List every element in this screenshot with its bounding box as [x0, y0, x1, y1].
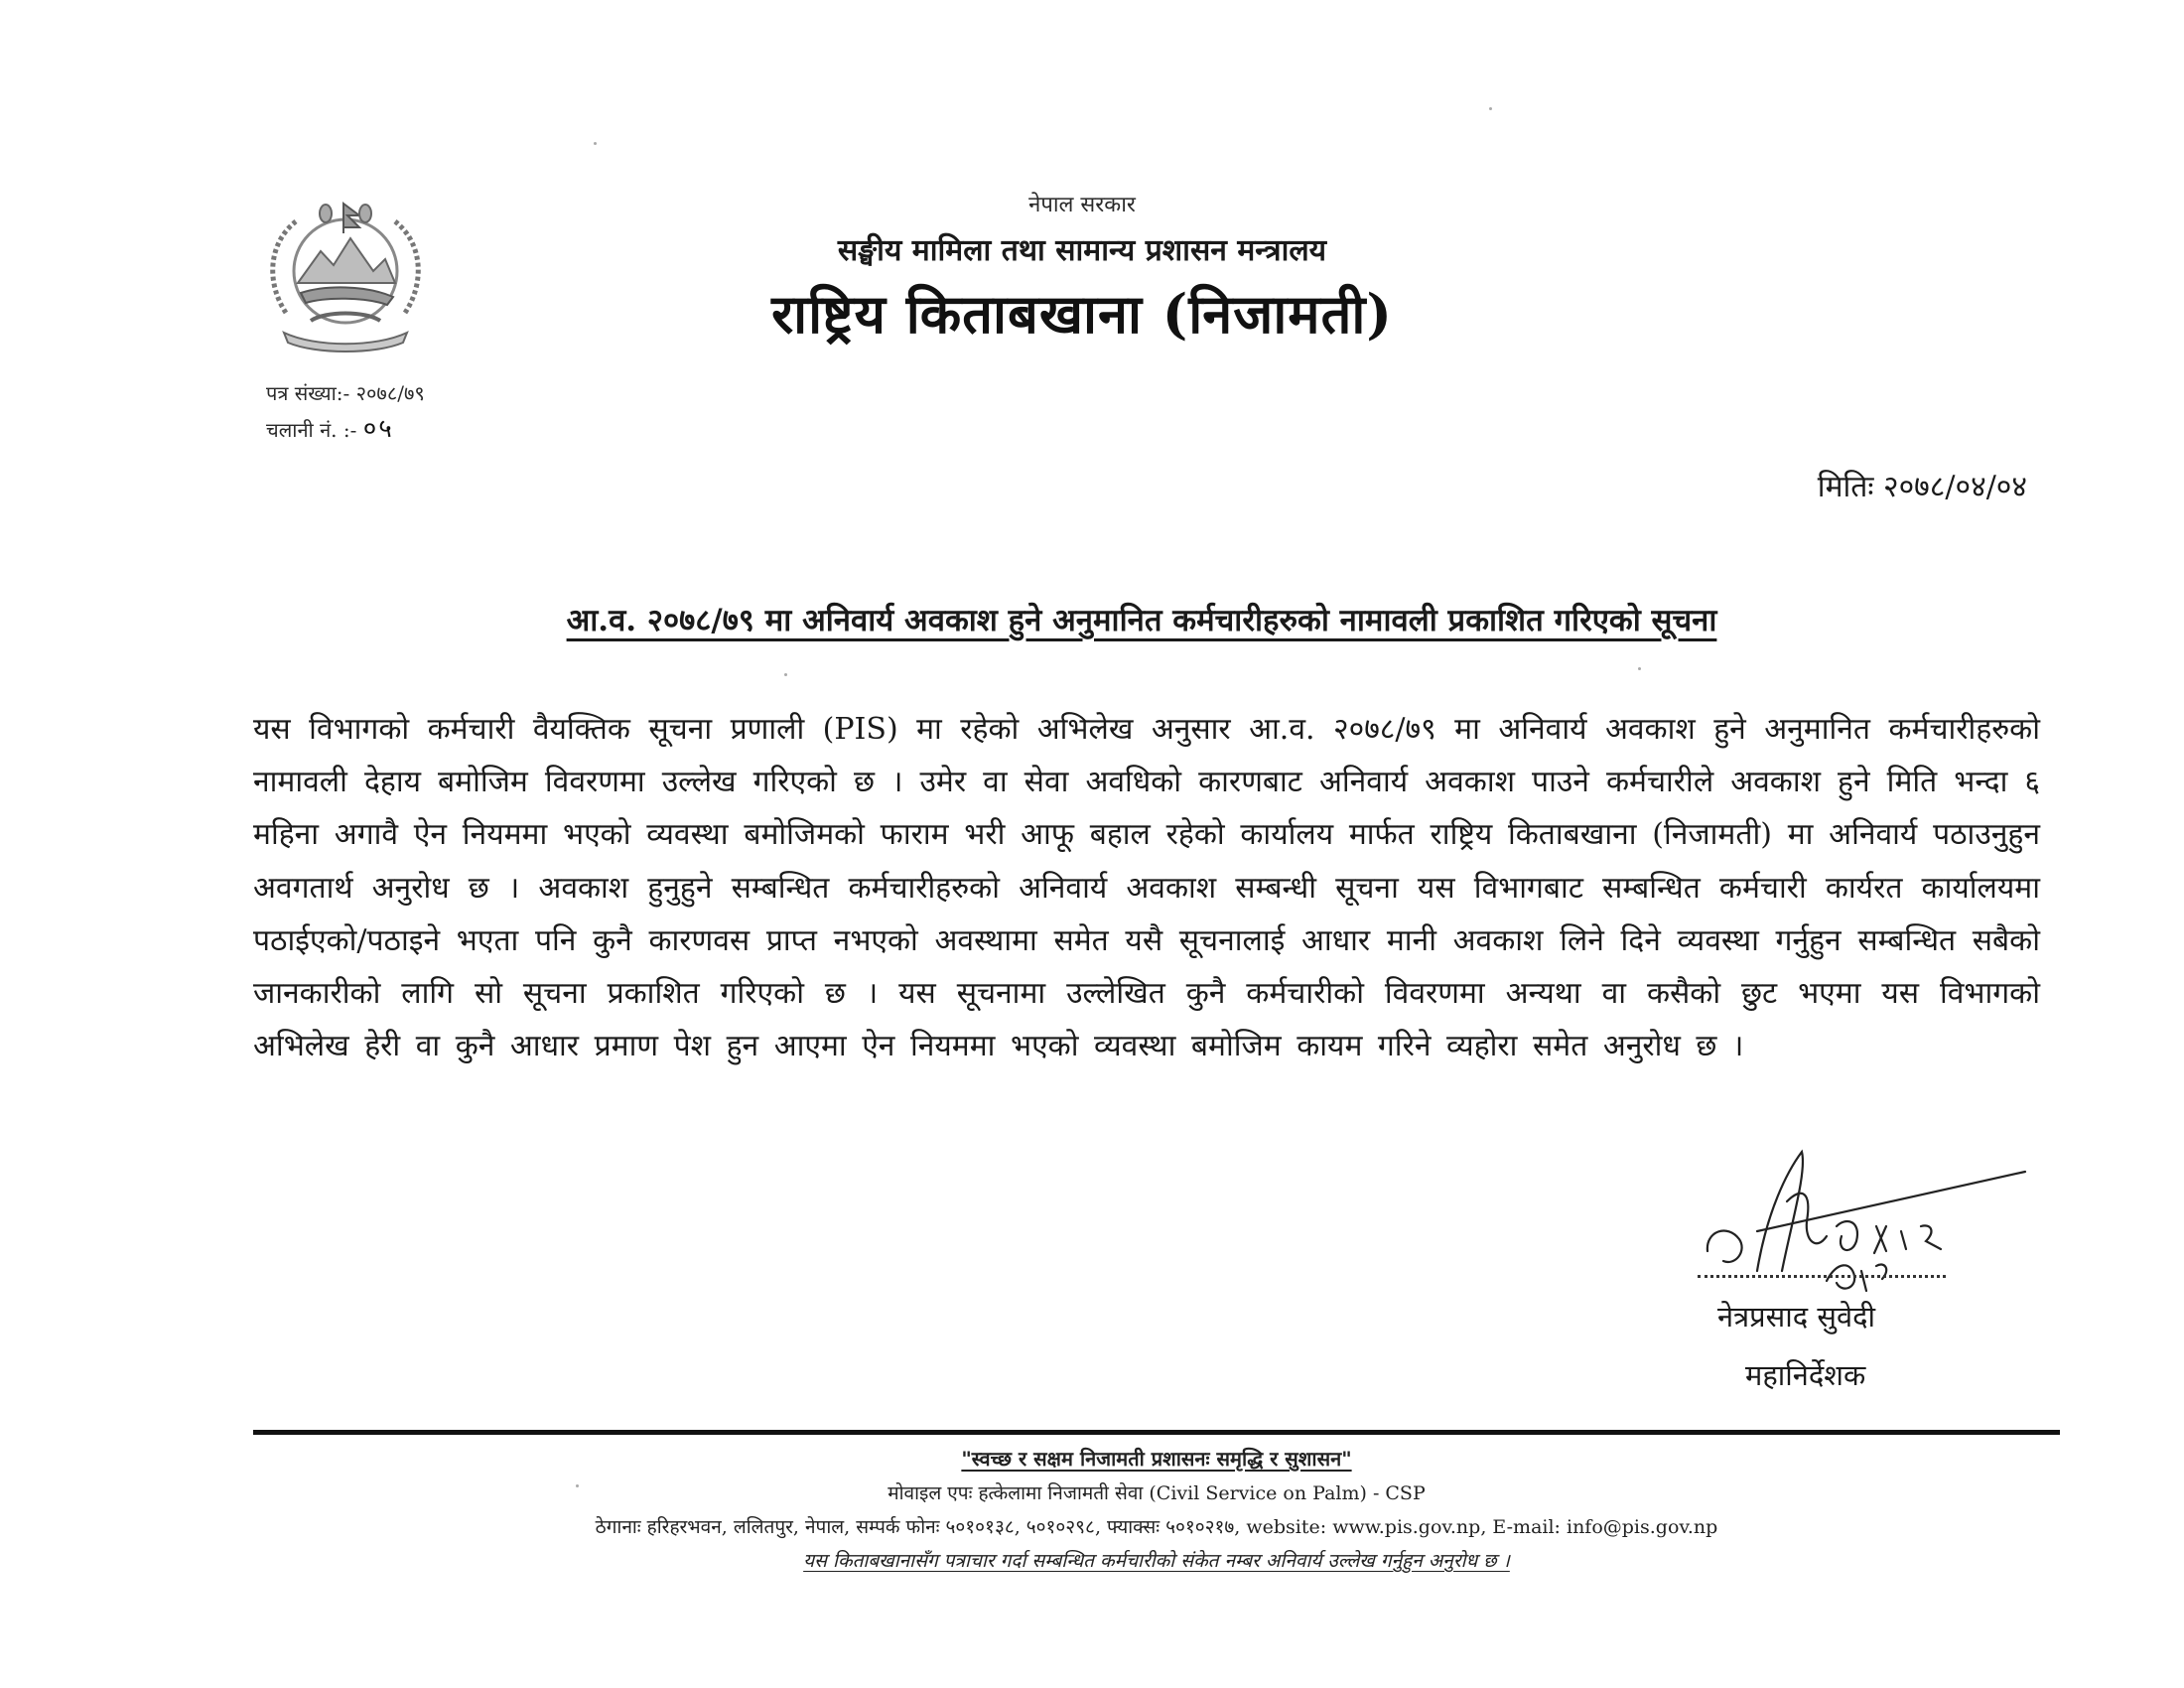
- footer: [253, 1445, 2060, 1573]
- footer-csp-line: मोवाइल एपः हत्केलामा निजामती सेवा (Civil Service on Palm) - CSP: [887, 1482, 1426, 1504]
- scan-speck: [576, 1484, 579, 1487]
- date-line: [1818, 465, 2027, 505]
- notice-subject: आ.व. २०७८/७९ मा अनिवार्य अवकाश हुने अनुमानित कर्मचारीहरुको नामावली प्रकाशित गरिएको सूचना: [566, 603, 1717, 638]
- ministry-name: सङ्घीय मामिला तथा सामान्य प्रशासन मन्त्रालय: [837, 233, 1327, 268]
- letter-number-line: [266, 375, 425, 411]
- government-name: नेपाल सरकार: [1028, 193, 1136, 217]
- scan-speck: [1489, 107, 1492, 110]
- letter-number-label: पत्र संख्या:-: [266, 381, 350, 405]
- scan-speck: [594, 142, 597, 145]
- reference-block: [266, 375, 425, 448]
- footer-motto: "स्वच्छ र सक्षम निजामती प्रशासनः समृद्धि र सुशासन": [961, 1447, 1352, 1471]
- dispatch-number-value: ०५: [362, 414, 394, 444]
- dispatch-number-label: चलानी नं. :-: [266, 418, 357, 442]
- signatory-name: नेत्रप्रसाद सुवेदी: [1717, 1300, 1875, 1334]
- letter-number-value: २०७८/७९: [355, 381, 425, 405]
- handwritten-signature-icon: [1688, 1132, 2045, 1321]
- nepal-government-emblem-icon: [256, 194, 435, 357]
- signature-line: [1698, 1275, 1946, 1278]
- office-name: राष्ट्रिय किताबखाना (निजामती): [771, 282, 1393, 346]
- notice-body: यस विभागको कर्मचारी वैयक्तिक सूचना प्रणाली (PIS) मा रहेको अभिलेख अनुसार आ.व. २०७८/७९ मा अनिवार्य अवकाश हुने अनुमानित कर्मचारीहरुको नामावली देहाय बमोजिम विवरणमा उल्लेख गरिएको छ । उमेर वा सेवा अवधिको कारणबाट अनिवार्य अवकाश पाउने कर्मचारीले अवकाश हुने मिति भन्दा ६ महिना अगावै ऐन नियममा भएको व्यवस्था बमोजिमको फाराम भरी आफू बहाल रहेको कार्यालय मार्फत राष्ट्रिय किताबखाना (निजामती) मा अनिवार्य पठाउनुहुन अवगतार्थ अनुरोध छ । अवकाश हुनुहुने सम्बन्धित कर्मचारीहरुको अनिवार्य अवकाश सम्बन्धी सूचना यस विभागबाट सम्बन्धित कर्मचारी कार्यरत कार्यालयमा पठाईएको/पठाइने भएता पनि कुनै कारणवस प्राप्त नभएको अवस्थामा समेत यसै सूचनालाई आधार मानी अवकाश लिने दिने व्यवस्था गर्नुहुन सम्बन्धित सबैको जानकारीको लागि सो सूचना प्रकाशित गरिएको छ । यस सूचनामा उल्लेखित कुनै कर्मचारीको विवरणमा अन्यथा वा कसैको छुट भएमा यस विभागको अभिलेख हेरी वा कुनै आधार प्रमाण पेश हुन आएमा ऐन नियममा भएको व्यवस्था बमोजिम कायम गरिने व्यहोरा समेत अनुरोध छ ।: [253, 712, 2040, 1064]
- footer-address-line: ठेगानाः हरिहरभवन, ललितपुर, नेपाल, सम्पर्क फोनः ५०१०१३८, ५०१०२९८, फ्याक्सः ५०१०२१७, website: www.pis.gov.np, E-mail: info@pis.gov.np: [595, 1516, 1718, 1538]
- signatory-title: महानिर्देशक: [1745, 1358, 1866, 1392]
- footer-note: यस किताबखानासँग पत्राचार गर्दा सम्बन्धित कर्मचारीको संकेत नम्बर अनिवार्य उल्लेख गर्नुहुन अनुरोध छ ।: [803, 1550, 1510, 1572]
- letterhead: [635, 189, 1529, 349]
- scan-speck: [784, 673, 787, 676]
- scan-speck: [1638, 667, 1641, 670]
- date-label: मितिः: [1817, 470, 1874, 504]
- footer-divider: [253, 1430, 2060, 1435]
- dispatch-number-line: [266, 411, 425, 448]
- date-value: २०७८/०४/०४: [1882, 470, 2027, 504]
